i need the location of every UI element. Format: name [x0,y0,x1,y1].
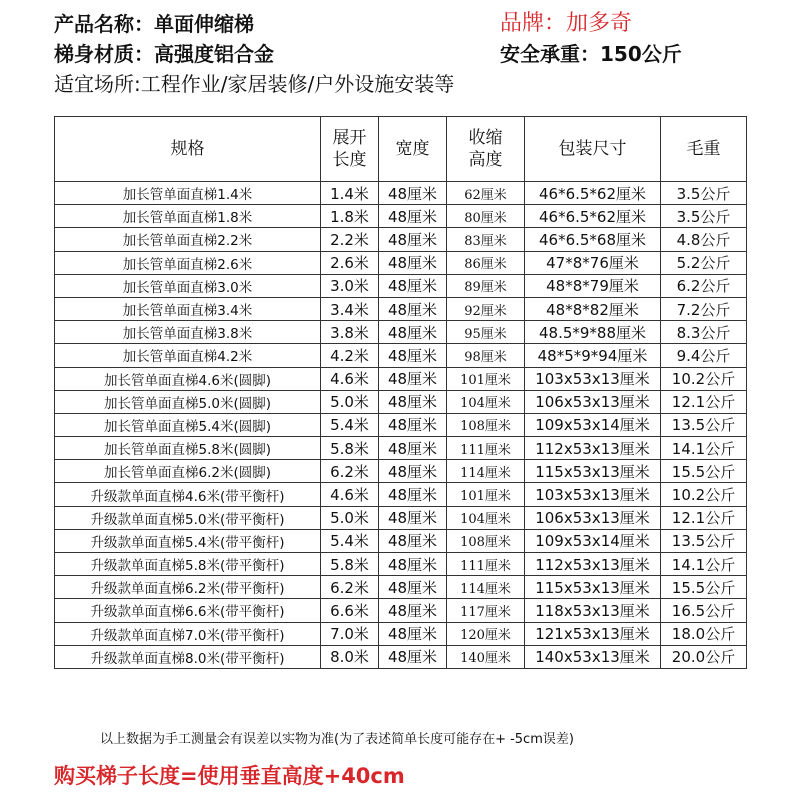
spec-cell: 加长管单面直梯2.6米 [55,251,321,274]
width-cell: 48厘米 [379,321,447,344]
package-cell: 46*6.5*68厘米 [525,228,661,251]
width-cell: 48厘米 [379,460,447,483]
spec-cell: 升级款单面直梯5.8米(带平衡杆) [55,553,321,576]
height-cell: 83厘米 [447,228,525,251]
package-cell: 46*6.5*62厘米 [525,205,661,228]
spec-cell: 加长管单面直梯5.4米(圆脚) [55,413,321,436]
spec-cell: 升级款单面直梯6.6米(带平衡杆) [55,599,321,622]
brand-label: 品牌：加多奇 [500,11,633,36]
length-cell: 5.8米 [321,553,379,576]
package-cell: 46*6.5*62厘米 [525,182,661,205]
spec-cell: 加长管单面直梯2.2米 [55,228,321,251]
product-name: 产品名称：单面伸缩梯 [54,12,254,36]
length-cell: 2.2米 [321,228,379,251]
table-row [55,645,747,668]
table-row [55,367,747,390]
table-row [55,182,747,205]
package-cell: 103x53x13厘米 [525,367,661,390]
spec-cell: 加长管单面直梯1.4米 [55,182,321,205]
package-cell: 106x53x13厘米 [525,506,661,529]
table-row [55,228,747,251]
package-cell: 48.5*9*88厘米 [525,321,661,344]
spec-cell: 加长管单面直梯4.2米 [55,344,321,367]
usage-label: 适宜场所:工程作业/家居装修/户外设施安装等 [54,72,455,96]
package-cell: 106x53x13厘米 [525,390,661,413]
length-cell: 4.6米 [321,483,379,506]
width-cell: 48厘米 [379,483,447,506]
weight-cell: 13.5公斤 [661,529,747,552]
weight-cell: 16.5公斤 [661,599,747,622]
height-cell: 104厘米 [447,506,525,529]
height-cell: 101厘米 [447,367,525,390]
table-row [55,251,747,274]
width-cell: 48厘米 [379,390,447,413]
weight-cell: 3.5公斤 [661,205,747,228]
spec-cell: 加长管单面直梯3.4米 [55,297,321,320]
col-header-length: 展开长度 [321,117,379,182]
length-cell: 1.4米 [321,182,379,205]
table-row [55,274,747,297]
height-cell: 98厘米 [447,344,525,367]
package-cell: 48*8*82厘米 [525,297,661,320]
length-cell: 6.2米 [321,576,379,599]
height-cell: 101厘米 [447,483,525,506]
table-row [55,553,747,576]
package-cell: 109x53x14厘米 [525,413,661,436]
spec-cell: 加长管单面直梯4.6米(圆脚) [55,367,321,390]
width-cell: 48厘米 [379,553,447,576]
length-cell: 5.0米 [321,390,379,413]
spec-cell: 加长管单面直梯5.0米(圆脚) [55,390,321,413]
col-header-weight: 毛重 [661,117,747,182]
weight-cell: 5.2公斤 [661,251,747,274]
package-cell: 140x53x13厘米 [525,645,661,668]
table-row [55,622,747,645]
load-capacity-label: 安全承重：150公斤 [500,42,682,66]
height-cell: 104厘米 [447,390,525,413]
spec-cell: 升级款单面直梯4.6米(带平衡杆) [55,483,321,506]
weight-cell: 10.2公斤 [661,483,747,506]
weight-cell: 9.4公斤 [661,344,747,367]
spec-cell: 加长管单面直梯3.8米 [55,321,321,344]
length-cell: 4.2米 [321,344,379,367]
length-cell: 5.4米 [321,413,379,436]
material-label: 梯身材质：高强度铝合金 [54,42,274,66]
spec-cell: 升级款单面直梯8.0米(带平衡杆) [55,645,321,668]
package-cell: 48*8*79厘米 [525,274,661,297]
length-cell: 5.8米 [321,437,379,460]
width-cell: 48厘米 [379,251,447,274]
col-header-width: 宽度 [379,117,447,182]
length-cell: 2.6米 [321,251,379,274]
weight-cell: 10.2公斤 [661,367,747,390]
table-header-row [55,117,747,182]
height-cell: 140厘米 [447,645,525,668]
package-cell: 115x53x13厘米 [525,576,661,599]
spec-cell: 升级款单面直梯7.0米(带平衡杆) [55,622,321,645]
length-cell: 7.0米 [321,622,379,645]
width-cell: 48厘米 [379,437,447,460]
weight-cell: 18.0公斤 [661,622,747,645]
spec-cell: 加长管单面直梯3.0米 [55,274,321,297]
spec-cell: 加长管单面直梯1.8米 [55,205,321,228]
length-cell: 3.8米 [321,321,379,344]
width-cell: 48厘米 [379,645,447,668]
table-row [55,413,747,436]
col-header-package: 包装尺寸 [525,117,661,182]
length-cell: 3.0米 [321,274,379,297]
package-cell: 121x53x13厘米 [525,622,661,645]
weight-cell: 3.5公斤 [661,182,747,205]
table-row [55,599,747,622]
table-row [55,390,747,413]
package-cell: 112x53x13厘米 [525,553,661,576]
col-header-spec: 规格 [55,117,321,182]
length-cell: 5.0米 [321,506,379,529]
spec-cell: 升级款单面直梯5.0米(带平衡杆) [55,506,321,529]
height-cell: 111厘米 [447,437,525,460]
length-cell: 6.2米 [321,460,379,483]
height-cell: 117厘米 [447,599,525,622]
height-cell: 114厘米 [447,576,525,599]
width-cell: 48厘米 [379,297,447,320]
width-cell: 48厘米 [379,344,447,367]
purchase-tip: 购买梯子长度=使用垂直高度+40cm [54,764,405,788]
height-cell: 120厘米 [447,622,525,645]
length-cell: 5.4米 [321,529,379,552]
width-cell: 48厘米 [379,576,447,599]
weight-cell: 4.8公斤 [661,228,747,251]
height-cell: 108厘米 [447,413,525,436]
height-cell: 92厘米 [447,297,525,320]
weight-cell: 14.1公斤 [661,553,747,576]
weight-cell: 12.1公斤 [661,390,747,413]
package-cell: 47*8*76厘米 [525,251,661,274]
package-cell: 118x53x13厘米 [525,599,661,622]
width-cell: 48厘米 [379,599,447,622]
length-cell: 4.6米 [321,367,379,390]
table-row [55,529,747,552]
spec-table [54,116,747,669]
width-cell: 48厘米 [379,622,447,645]
width-cell: 48厘米 [379,367,447,390]
table-row [55,460,747,483]
length-cell: 6.6米 [321,599,379,622]
package-cell: 103x53x13厘米 [525,483,661,506]
spec-cell: 加长管单面直梯5.8米(圆脚) [55,437,321,460]
height-cell: 86厘米 [447,251,525,274]
spec-cell: 升级款单面直梯5.4米(带平衡杆) [55,529,321,552]
package-cell: 48*5*9*94厘米 [525,344,661,367]
weight-cell: 6.2公斤 [661,274,747,297]
weight-cell: 7.2公斤 [661,297,747,320]
col-header-folded-height: 收缩高度 [447,117,525,182]
width-cell: 48厘米 [379,205,447,228]
width-cell: 48厘米 [379,506,447,529]
package-cell: 112x53x13厘米 [525,437,661,460]
height-cell: 89厘米 [447,274,525,297]
table-row [55,576,747,599]
weight-cell: 20.0公斤 [661,645,747,668]
weight-cell: 15.5公斤 [661,460,747,483]
length-cell: 1.8米 [321,205,379,228]
height-cell: 62厘米 [447,182,525,205]
table-row [55,344,747,367]
spec-cell: 加长管单面直梯6.2米(圆脚) [55,460,321,483]
height-cell: 80厘米 [447,205,525,228]
width-cell: 48厘米 [379,274,447,297]
height-cell: 114厘米 [447,460,525,483]
width-cell: 48厘米 [379,182,447,205]
width-cell: 48厘米 [379,413,447,436]
height-cell: 108厘米 [447,529,525,552]
length-cell: 8.0米 [321,645,379,668]
height-cell: 111厘米 [447,553,525,576]
weight-cell: 13.5公斤 [661,413,747,436]
table-row [55,205,747,228]
width-cell: 48厘米 [379,529,447,552]
weight-cell: 15.5公斤 [661,576,747,599]
table-row [55,483,747,506]
table-row [55,506,747,529]
spec-cell: 升级款单面直梯6.2米(带平衡杆) [55,576,321,599]
height-cell: 95厘米 [447,321,525,344]
length-cell: 3.4米 [321,297,379,320]
table-row [55,321,747,344]
weight-cell: 12.1公斤 [661,506,747,529]
weight-cell: 8.3公斤 [661,321,747,344]
table-row [55,297,747,320]
package-cell: 109x53x14厘米 [525,529,661,552]
measurement-note: 以上数据为手工测量会有误差以实物为准(为了表述简单长度可能存在+ -5cm误差) [100,732,574,747]
weight-cell: 14.1公斤 [661,437,747,460]
package-cell: 115x53x13厘米 [525,460,661,483]
table-row [55,437,747,460]
width-cell: 48厘米 [379,228,447,251]
